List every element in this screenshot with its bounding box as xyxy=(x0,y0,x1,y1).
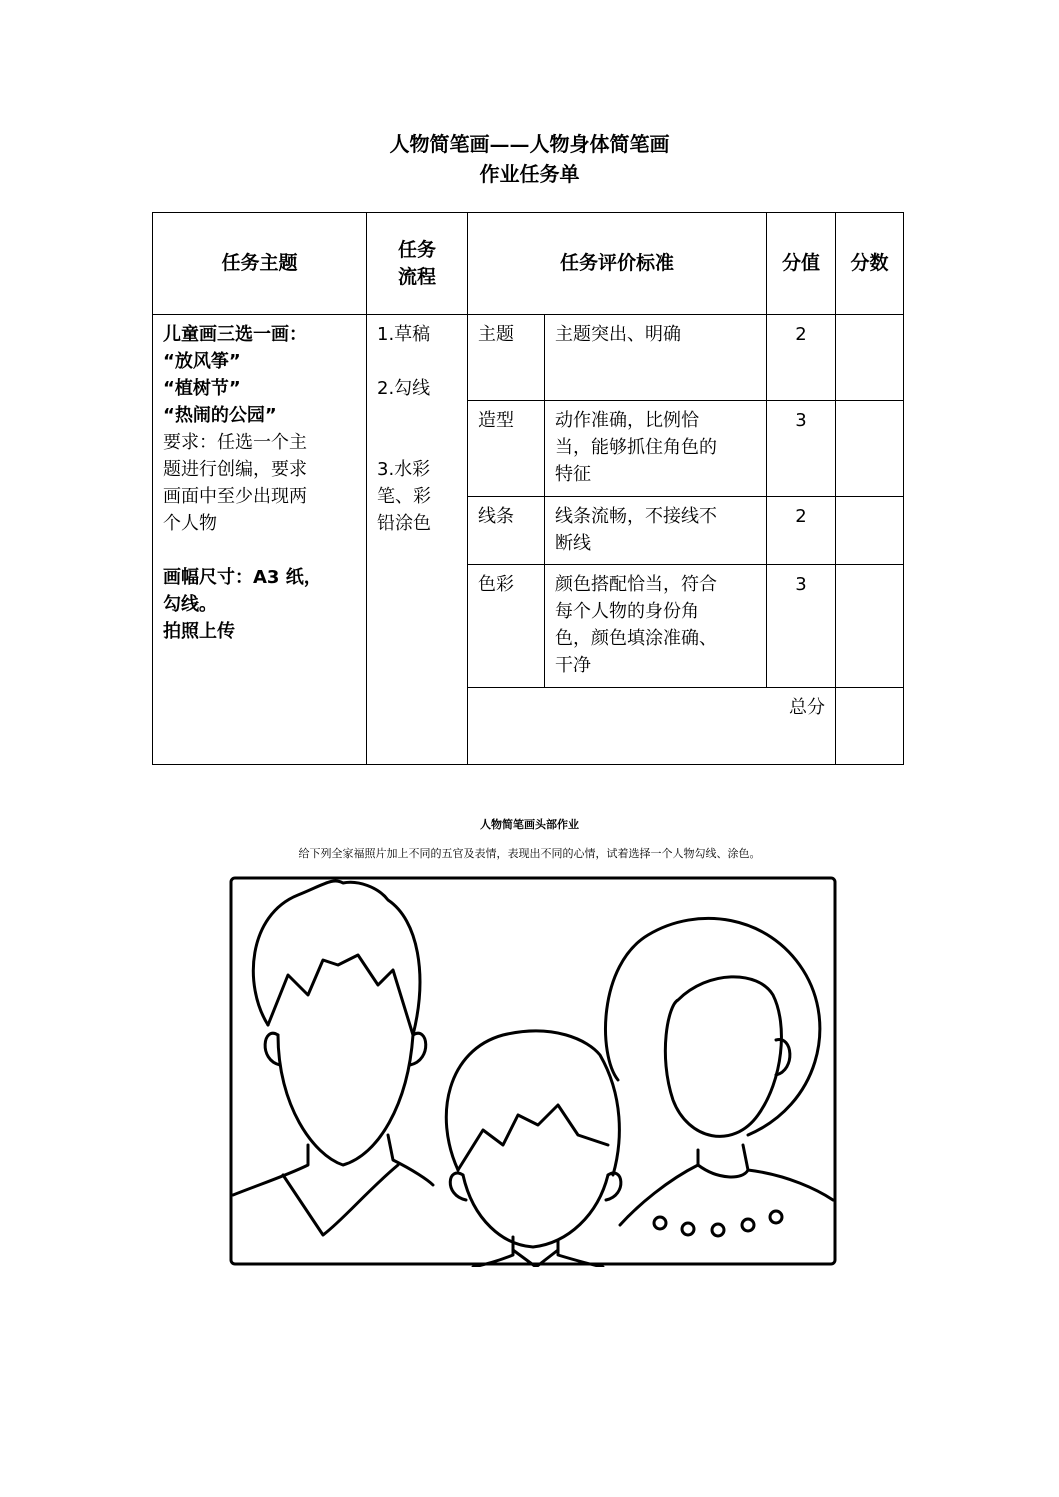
process-step: 2.勾线 xyxy=(377,378,431,399)
header-process-line2: 流程 xyxy=(397,265,436,288)
page-subtitle: 作业任务单 xyxy=(479,162,580,186)
criteria-line: 断线 xyxy=(555,533,591,554)
mother-figure xyxy=(606,918,833,1236)
total-score-cell xyxy=(836,688,904,765)
header-process xyxy=(367,213,468,315)
size-line: 勾线。 xyxy=(163,594,217,615)
criteria-line: 每个人物的身份角 xyxy=(555,601,699,622)
score-cell xyxy=(836,497,904,565)
criteria-desc xyxy=(545,315,767,401)
father-figure xyxy=(233,881,433,1235)
score-cell xyxy=(836,565,904,688)
criteria-line: 干净 xyxy=(555,655,591,676)
homework-instruction: 给下列全家福照片加上不同的五官及表情，表现出不同的心情，试着选择一个人物勾线、涂色。 xyxy=(298,847,761,860)
process-cell xyxy=(367,315,468,765)
table-row xyxy=(153,315,904,401)
criteria-value: 2 xyxy=(767,497,836,565)
frame-border xyxy=(231,878,835,1264)
criteria-line: 特征 xyxy=(555,464,591,485)
process-step: 1.草稿 xyxy=(377,324,431,345)
topic-line: 儿童画三选一画： xyxy=(163,324,307,345)
criteria-desc xyxy=(545,565,767,688)
topic-line: 题进行创编，要求 xyxy=(163,459,307,480)
topic-line: 画面中至少出现两 xyxy=(163,486,307,507)
table-header-row xyxy=(153,213,904,315)
upload-line: 拍照上传 xyxy=(163,621,235,642)
criteria-line: 当，能够抓住角色的 xyxy=(555,437,717,458)
criteria-item: 主题 xyxy=(468,315,545,401)
task-table xyxy=(152,212,904,765)
criteria-item: 造型 xyxy=(468,401,545,497)
topic-line: 个人物 xyxy=(163,513,217,534)
criteria-value: 3 xyxy=(767,401,836,497)
topic-line: “热闹的公园” xyxy=(163,405,277,426)
score-cell xyxy=(836,315,904,401)
criteria-line: 主题突出、明确 xyxy=(555,324,681,345)
header-topic: 任务主题 xyxy=(153,213,367,315)
child-figure xyxy=(446,1031,621,1267)
process-step: 笔、彩 xyxy=(377,486,431,507)
homework-title: 人物简笔画头部作业 xyxy=(480,818,579,831)
topic-line: 要求：任选一个主 xyxy=(163,432,307,453)
header-process-line1: 任务 xyxy=(397,238,436,261)
size-line: 画幅尺寸：A3 纸， xyxy=(163,567,322,588)
criteria-desc xyxy=(545,401,767,497)
criteria-line: 动作准确，比例恰 xyxy=(555,410,699,431)
process-step: 铅涂色 xyxy=(377,513,431,534)
criteria-item: 色彩 xyxy=(468,565,545,688)
page-title: 人物简笔画——人物身体简笔画 xyxy=(389,132,670,156)
criteria-line: 色，颜色填涂准确、 xyxy=(555,628,717,649)
criteria-value: 2 xyxy=(767,315,836,401)
topic-cell xyxy=(153,315,367,765)
total-label: 总分 xyxy=(468,688,836,765)
criteria-line: 线条流畅，不接线不 xyxy=(555,506,717,527)
criteria-line: 颜色搭配恰当，符合 xyxy=(555,574,717,595)
criteria-desc xyxy=(545,497,767,565)
header-value: 分值 xyxy=(767,213,836,315)
score-cell xyxy=(836,401,904,497)
process-step: 3.水彩 xyxy=(377,459,431,480)
header-score: 分数 xyxy=(836,213,904,315)
topic-line: “放风筝” xyxy=(163,351,241,372)
criteria-value: 3 xyxy=(767,565,836,688)
criteria-item: 线条 xyxy=(468,497,545,565)
topic-line: “植树节” xyxy=(163,378,241,399)
header-criteria: 任务评价标准 xyxy=(468,213,767,315)
family-portrait-drawing xyxy=(228,875,838,1267)
